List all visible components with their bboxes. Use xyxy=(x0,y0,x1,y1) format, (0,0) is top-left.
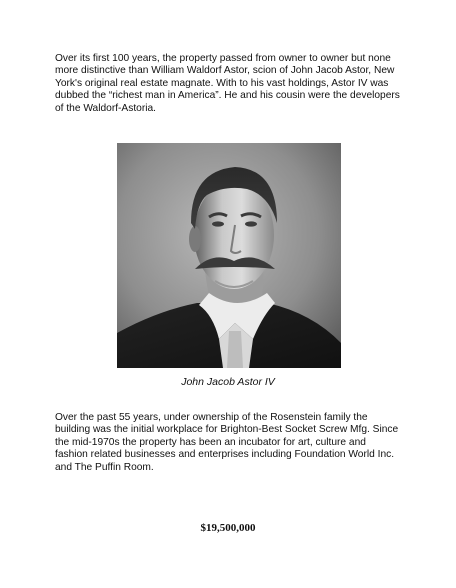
history-paragraph: Over its first 100 years, the property passed from owner to owner but none more distinctive than William Waldorf Astor, scion of John Jacob Astor, New York's original real estate magnate. With to his vast holdings, Astor IV was dubbed the “richest man in America”. He and his cousin were the developers of the Waldorf-Astoria. xyxy=(55,53,400,114)
photo-caption: John Jacob Astor IV xyxy=(181,376,275,388)
portrait-photo xyxy=(117,143,341,368)
price-label: $19,500,000 xyxy=(200,522,256,534)
ownership-paragraph: Over the past 55 years, under ownership of the Rosenstein family the building was the initial workplace for Brighton-Best Socket Screw Mfg. Since the mid-1970s the property has been an incubator for art, culture and fashion related businesses and enterprises including Foundation World Inc. and The Puffin Room. xyxy=(55,412,399,473)
